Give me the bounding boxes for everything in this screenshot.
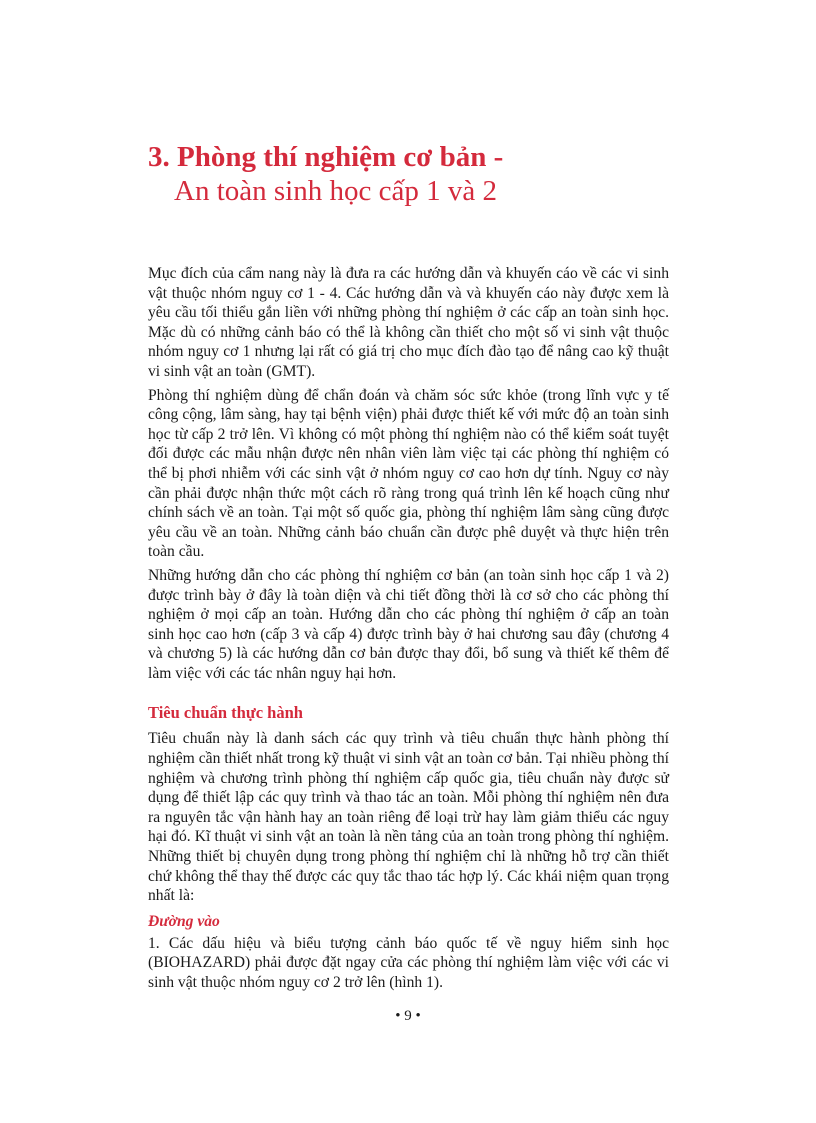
chapter-title (148, 140, 503, 208)
paragraph-basic-guidelines: Những hướng dẫn cho các phòng thí nghiệm cơ bản (an toàn sinh học cấp 1 và 2) được trình bày ở đây là toàn diện và chi tiết đồng thời là cơ sở cho các phòng thí nghiệm ở mọi cấp an toàn. Hướng dẫn cho các phòng thí nghiệm ở cấp an toàn sinh học cao hơn (cấp 3 và cấp 4) được trình bày ở hai chương sau đây (chương 4 và chương 5) là các hướng dẫn cơ bản được thay đổi, bổ sung và thiết kế thêm để làm việc với các tác nhân nguy hại hơn. (148, 566, 669, 682)
chapter-title-line2: An toàn sinh học cấp 1 và 2 (174, 175, 497, 207)
chapter-title-line1: 3. Phòng thí nghiệm cơ bản - (148, 141, 504, 173)
paragraph-diagnostic-labs: Phòng thí nghiệm dùng để chẩn đoán và chăm sóc sức khỏe (trong lĩnh vực y tế công cộng, lâm sàng, hay tại bệnh viện) phải được thiết kế với mức độ an toàn sinh học từ cấp 2 trở lên. Vì không có một phòng thí nghiệm nào có thể kiểm soát tuyệt đối được các mẫu nhận được nên nhân viên làm việc tại các phòng thí nghiệm có thể bị phơi nhiễm với các sinh vật ở nhóm nguy cơ cao hơn dự tính. Nguy cơ này cần phải được nhận thức một cách rõ ràng trong quá trình lên kế hoạch cũng như chính sách về an toàn. Tại một số quốc gia, phòng thí nghiệm lâm sàng cũng được yêu cầu về an toàn. Những cảnh báo chuẩn cần được phê duyệt và thực hiện trên toàn cầu. (148, 386, 669, 561)
paragraph-code-of-practice: Tiêu chuẩn này là danh sách các quy trình và tiêu chuẩn thực hành phòng thí nghiệm cần thiết nhất trong kỹ thuật vi sinh vật an toàn cơ bản. Tại nhiều phòng thí nghiệm và chương trình phòng thí nghiệm cấp quốc gia, tiêu chuẩn này được sử dụng để thiết lập các quy trình và thao tác an toàn. Mỗi phòng thí nghiệm nên đưa ra nguyên tắc vận hành hay an toàn riêng để loại trừ hay làm giảm thiểu các nguy hại đó. Kĩ thuật vi sinh vật an toàn là nền tảng của an toàn trong phòng thí nghiệm. Những thiết bị chuyên dụng trong phòng thí nghiệm chỉ là những hỗ trợ cần thiết chứ không thể thay thế được các quy tắc thao tác hợp lý. Các khái niệm quan trọng nhất là: (148, 730, 669, 905)
page-number: • 9 • (395, 1008, 421, 1024)
list-item-1: 1. Các dấu hiệu và biểu tượng cảnh báo quốc tế về nguy hiểm sinh học (BIOHAZARD) phải được đặt ngay cửa các phòng thí nghiệm làm việc với các vi sinh vật thuộc nhóm nguy cơ 2 trở lên (hình 1). (148, 934, 669, 991)
sub-heading-access: Đường vào (148, 912, 220, 930)
section-heading: Tiêu chuẩn thực hành (148, 703, 303, 723)
body-text (148, 264, 669, 997)
paragraph-intro: Mục đích của cẩm nang này là đưa ra các hướng dẫn và khuyến cáo về các vi sinh vật thuộc nhóm nguy cơ 1 - 4. Các hướng dẫn và và khuyến cáo này được xem là yêu cầu tối thiểu gắn liền với những phòng thí nghiệm ở các cấp an toàn sinh học. Mặc dù có những cảnh báo có thể là không cần thiết cho một số vi sinh vật thuộc nhóm nguy cơ 1 nhưng lại rất có giá trị cho mục đích đào tạo để nâng cao kỹ thuật vi sinh vật an toàn (GMT). (148, 265, 669, 380)
